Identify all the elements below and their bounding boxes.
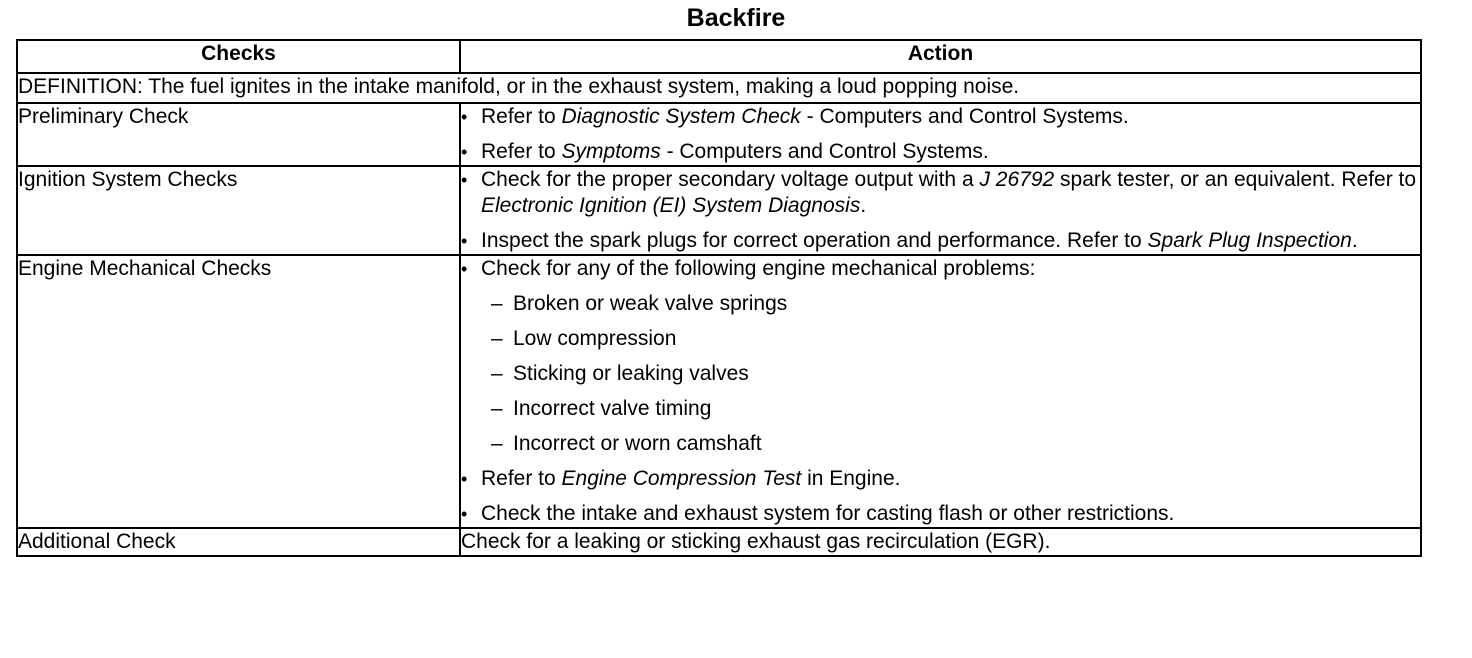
sublist-item [491, 361, 1420, 387]
dash-icon: – [491, 362, 503, 385]
bullet-icon: • [461, 107, 468, 127]
action-list [461, 167, 1420, 254]
action-cell [460, 103, 1421, 166]
bullet-icon: • [461, 504, 468, 524]
bullet-icon: • [461, 170, 468, 190]
action-text: - Computers and Control Systems. [660, 140, 989, 163]
action-text: Check for any of the following engine mechanical problems: [481, 257, 1036, 280]
check-name: Engine Mechanical Checks [17, 255, 460, 528]
action-text: Refer to [481, 140, 562, 163]
reference-link-text: Symptoms [561, 140, 661, 163]
action-item [461, 167, 1420, 219]
action-list [461, 104, 1420, 165]
action-text: - Computers and Control Systems. [800, 105, 1129, 128]
sublist-text: Low compression [513, 327, 677, 350]
dash-icon: – [491, 397, 503, 420]
reference-link-text: Engine Compression Test [561, 467, 802, 490]
dash-icon: – [491, 292, 503, 315]
action-list [461, 256, 1420, 527]
check-name: Additional Check [17, 528, 460, 556]
dash-icon: – [491, 432, 503, 455]
problem-sublist [481, 291, 1420, 457]
definition-text: DEFINITION: The fuel ignites in the intake manifold, or in the exhaust system, making a loud popping noise. [17, 73, 1421, 103]
action-text: . [1351, 229, 1358, 252]
sublist-item [491, 396, 1420, 422]
action-text: spark tester, or an equivalent. Refer to [1054, 168, 1417, 191]
header-row [17, 40, 1421, 73]
action-item [461, 139, 1420, 165]
action-text: Refer to [481, 467, 562, 490]
action-item [461, 501, 1420, 527]
page-title: Backfire [686, 4, 786, 32]
action-cell [460, 166, 1421, 255]
table-row [17, 166, 1421, 255]
sublist-text: Sticking or leaking valves [513, 362, 749, 385]
action-item [461, 466, 1420, 492]
bullet-icon: • [461, 231, 468, 251]
table-row [17, 528, 1421, 556]
action-text: Check the intake and exhaust system for casting flash or other restrictions. [481, 502, 1175, 525]
reference-link-text: Diagnostic System Check [561, 105, 801, 128]
action-text: in Engine. [801, 467, 901, 490]
action-cell [460, 255, 1421, 528]
tool-number-text: J 26792 [979, 168, 1055, 191]
sublist-item [491, 291, 1420, 317]
reference-link-text: Spark Plug Inspection [1147, 229, 1352, 252]
check-name: Ignition System Checks [17, 166, 460, 255]
sublist-text: Broken or weak valve springs [513, 292, 788, 315]
checks-column-header: Checks [17, 40, 460, 73]
bullet-icon: • [461, 259, 468, 279]
dash-icon: – [491, 327, 503, 350]
table-row [17, 103, 1421, 166]
reference-link-text: Electronic Ignition (EI) System Diagnosis [481, 194, 861, 217]
check-name: Preliminary Check [17, 103, 460, 166]
action-text: Check for the proper secondary voltage output with a [481, 168, 980, 191]
action-item [461, 256, 1420, 457]
definition-row [17, 73, 1421, 103]
diagnostic-table [16, 39, 1422, 557]
action-column-header: Action [460, 40, 1421, 73]
action-text: Inspect the spark plugs for correct operation and performance. Refer to [481, 229, 1148, 252]
table-row [17, 255, 1421, 528]
bullet-icon: • [461, 469, 468, 489]
action-text: Refer to [481, 105, 562, 128]
sublist-text: Incorrect or worn camshaft [513, 432, 762, 455]
action-item [461, 228, 1420, 254]
action-item [461, 104, 1420, 130]
bullet-icon: • [461, 142, 468, 162]
sublist-item [491, 431, 1420, 457]
sublist-text: Incorrect valve timing [513, 397, 712, 420]
action-cell: Check for a leaking or sticking exhaust gas recirculation (EGR). [460, 528, 1421, 556]
sublist-item [491, 326, 1420, 352]
action-text: . [860, 194, 867, 217]
